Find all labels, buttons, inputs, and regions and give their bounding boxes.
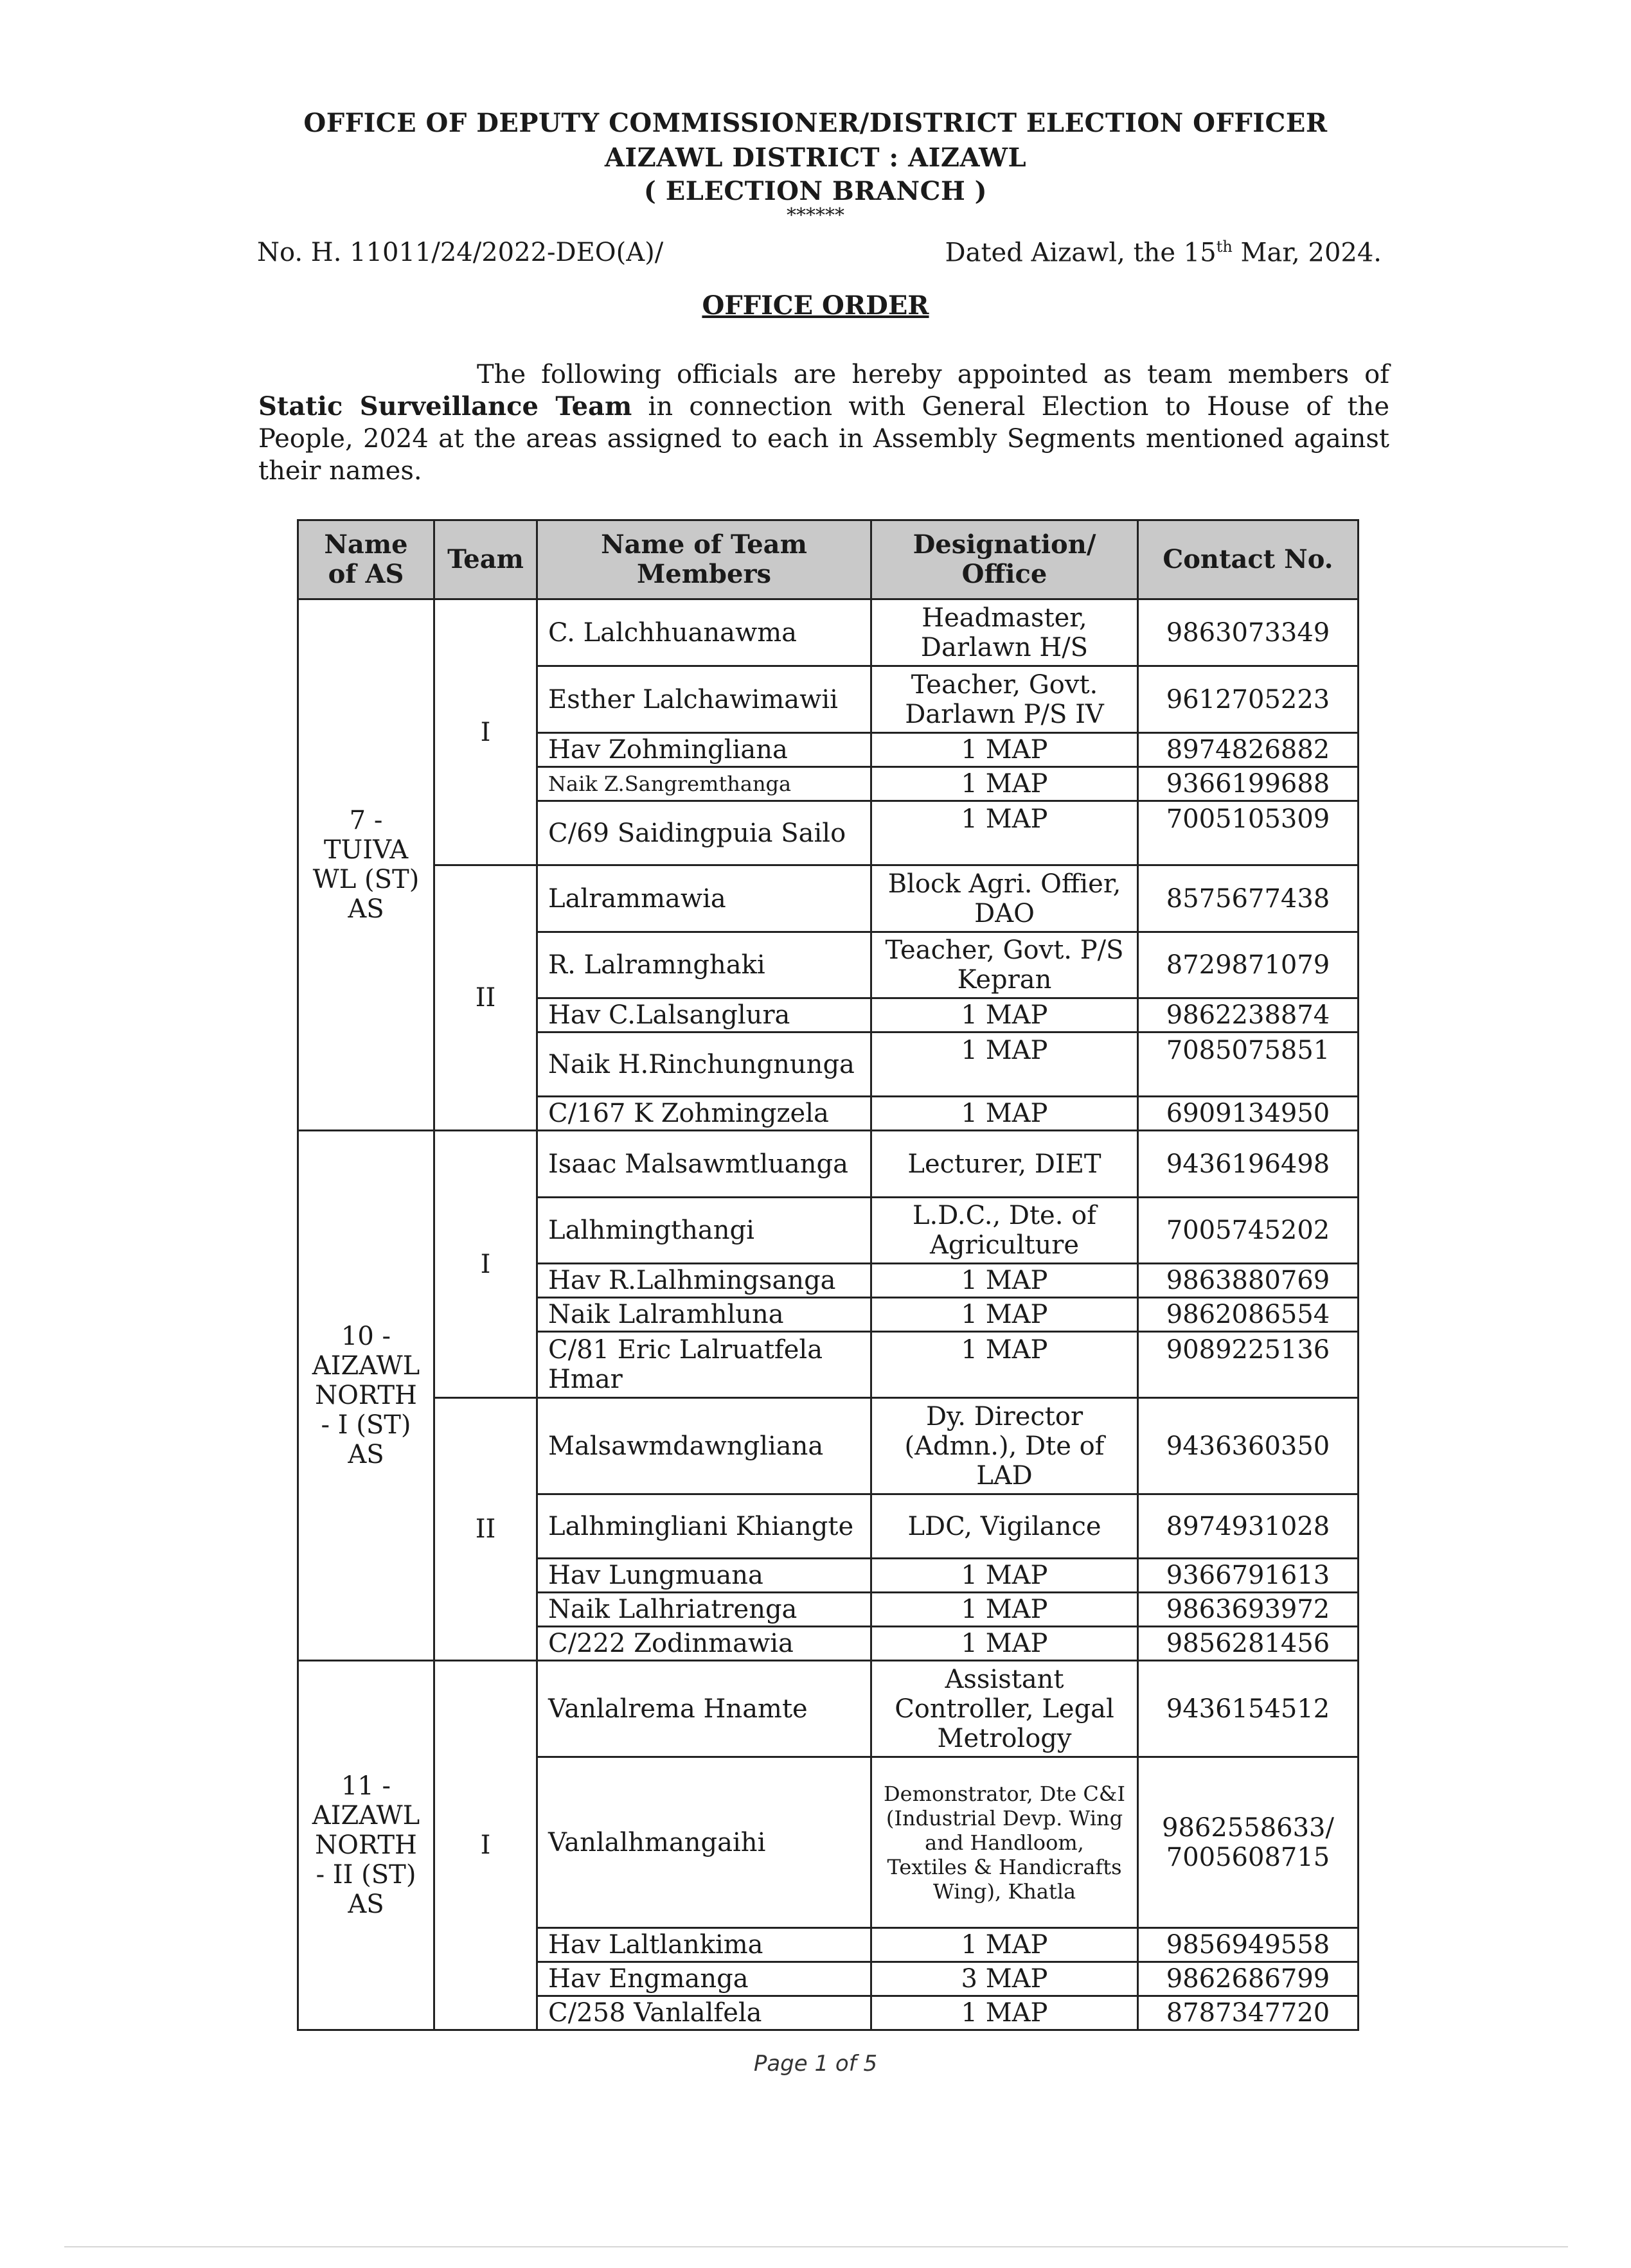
member-designation: 1 MAP <box>871 1032 1138 1097</box>
member-designation: 1 MAP <box>871 1097 1138 1131</box>
member-name: Naik Z.Sangremthanga <box>537 767 871 801</box>
member-name: Vanlalrema Hnamte <box>537 1661 871 1757</box>
document-title: OFFICE ORDER <box>702 290 929 321</box>
member-contact: 7005105309 <box>1138 801 1359 865</box>
paragraph-text-1: The following officials are hereby appointed as team members of <box>477 360 1389 389</box>
office-heading: OFFICE OF DEPUTY COMMISSIONER/DISTRICT ELECTION OFFICER <box>303 108 1328 138</box>
member-name: Hav Engmanga <box>537 1962 871 1996</box>
member-contact: 9366199688 <box>1138 767 1359 801</box>
order-paragraph <box>258 359 1389 487</box>
team-cell: I <box>434 1661 537 2030</box>
team-cell: I <box>434 1131 537 1398</box>
paragraph-text-2: in connection with General Election to House of the People, 2024 at the areas assigned to each in Assembly Segments mentioned against their names. <box>258 392 1389 486</box>
date-suffix: Mar, 2024. <box>1232 238 1382 268</box>
member-name: C/81 Eric Lalruatfela Hmar <box>537 1332 871 1398</box>
team-cell: II <box>434 865 537 1131</box>
member-contact: 8974931028 <box>1138 1494 1359 1559</box>
member-designation: Dy. Director (Admn.), Dte of LAD <box>871 1398 1138 1494</box>
member-contact: 9436154512 <box>1138 1661 1359 1757</box>
order-date <box>945 238 1382 267</box>
header-designation: Designation/ Office <box>871 520 1138 599</box>
member-designation: 3 MAP <box>871 1962 1138 1996</box>
district-heading: AIZAWL DISTRICT : AIZAWL <box>604 143 1027 173</box>
paragraph-bold: Static Surveillance Team <box>258 391 632 421</box>
member-contact: 9863693972 <box>1138 1593 1359 1627</box>
member-name: C/258 Vanlalfela <box>537 1996 871 2030</box>
member-designation: Block Agri. Offier, DAO <box>871 865 1138 932</box>
member-name: Hav Laltlankima <box>537 1928 871 1962</box>
member-designation: 1 MAP <box>871 767 1138 801</box>
member-designation: 1 MAP <box>871 1996 1138 2030</box>
page-number: Page 1 of 5 <box>753 2051 878 2077</box>
member-name: Hav C.Lalsanglura <box>537 998 871 1032</box>
branch-heading: ( ELECTION BRANCH ) <box>643 176 988 206</box>
member-designation: Assistant Controller, Legal Metrology <box>871 1661 1138 1757</box>
member-designation: 1 MAP <box>871 1593 1138 1627</box>
member-designation: L.D.C., Dte. of Agriculture <box>871 1198 1138 1264</box>
member-designation: 1 MAP <box>871 801 1138 865</box>
member-designation: Teacher, Govt. Darlawn P/S IV <box>871 666 1138 733</box>
member-name: R. Lalramnghaki <box>537 932 871 998</box>
team-table <box>297 519 1359 2031</box>
member-designation: 1 MAP <box>871 1264 1138 1298</box>
table-row <box>298 1131 1359 1198</box>
team-cell: I <box>434 599 537 865</box>
member-name: Lalhmingthangi <box>537 1198 871 1264</box>
member-contact: 9436196498 <box>1138 1131 1359 1198</box>
header-contact: Contact No. <box>1138 520 1359 599</box>
team-cell: II <box>434 1398 537 1661</box>
member-designation: Teacher, Govt. P/S Kepran <box>871 932 1138 998</box>
member-contact: 8974826882 <box>1138 733 1359 767</box>
member-designation: 1 MAP <box>871 1298 1138 1332</box>
member-designation: 1 MAP <box>871 1627 1138 1661</box>
member-designation: 1 MAP <box>871 1332 1138 1398</box>
member-name: Naik H.Rinchungnunga <box>537 1032 871 1097</box>
member-name: Naik Lalramhluna <box>537 1298 871 1332</box>
member-designation: LDC, Vigilance <box>871 1494 1138 1559</box>
member-name: C. Lalchhuanawma <box>537 599 871 666</box>
member-name: C/167 K Zohmingzela <box>537 1097 871 1131</box>
member-designation: 1 MAP <box>871 733 1138 767</box>
member-name: Hav R.Lalhmingsanga <box>537 1264 871 1298</box>
member-contact: 7085075851 <box>1138 1032 1359 1097</box>
member-name: Isaac Malsawmtluanga <box>537 1131 871 1198</box>
member-contact: 6909134950 <box>1138 1097 1359 1131</box>
member-contact: 7005745202 <box>1138 1198 1359 1264</box>
separator-stars: ****** <box>787 204 844 227</box>
member-contact: 9862686799 <box>1138 1962 1359 1996</box>
table-row <box>298 599 1359 666</box>
member-contact: 9366791613 <box>1138 1559 1359 1593</box>
member-contact: 9089225136 <box>1138 1332 1359 1398</box>
reference-line <box>257 238 1382 267</box>
table-header-row <box>298 520 1359 599</box>
member-designation: Lecturer, DIET <box>871 1131 1138 1198</box>
member-name: Lalhmingliani Khiangte <box>537 1494 871 1559</box>
member-contact: 8787347720 <box>1138 1996 1359 2030</box>
bottom-divider <box>64 2246 1568 2247</box>
header-team: Team <box>434 520 537 599</box>
member-contact: 9856949558 <box>1138 1928 1359 1962</box>
member-contact: 9862086554 <box>1138 1298 1359 1332</box>
member-name: Vanlalhmangaihi <box>537 1757 871 1928</box>
member-contact: 8729871079 <box>1138 932 1359 998</box>
as-cell: 11 - AIZAWL NORTH - II (ST) AS <box>298 1661 434 2030</box>
date-prefix: Dated Aizawl, the 15 <box>945 238 1217 268</box>
member-name: Malsawmdawngliana <box>537 1398 871 1494</box>
member-name: Naik Lalhriatrenga <box>537 1593 871 1627</box>
member-designation: Demonstrator, Dte C&I (Industrial Devp. Wing and Handloom, Textiles & Handicrafts Wing), Khatla <box>871 1757 1138 1928</box>
member-name: C/69 Saidingpuia Sailo <box>537 801 871 865</box>
member-contact: 9862558633/ 7005608715 <box>1138 1757 1359 1928</box>
member-contact: 9863073349 <box>1138 599 1359 666</box>
member-designation: 1 MAP <box>871 1928 1138 1962</box>
table-row <box>298 865 1359 932</box>
table-body <box>298 599 1359 2030</box>
member-designation: 1 MAP <box>871 1559 1138 1593</box>
member-name: Hav Zohmingliana <box>537 733 871 767</box>
member-name: Lalrammawia <box>537 865 871 932</box>
table-row <box>298 1661 1359 1757</box>
member-contact: 9863880769 <box>1138 1264 1359 1298</box>
member-contact: 9856281456 <box>1138 1627 1359 1661</box>
member-contact: 9612705223 <box>1138 666 1359 733</box>
header-members: Name of Team Members <box>537 520 871 599</box>
member-contact: 9436360350 <box>1138 1398 1359 1494</box>
date-ordinal: th <box>1216 238 1233 256</box>
table-row <box>298 1398 1359 1494</box>
member-designation: 1 MAP <box>871 998 1138 1032</box>
member-name: C/222 Zodinmawia <box>537 1627 871 1661</box>
reference-number: No. H. 11011/24/2022-DEO(A)/ <box>257 238 664 267</box>
as-cell: 10 - AIZAWL NORTH - I (ST) AS <box>298 1131 434 1661</box>
member-name: Esther Lalchawimawii <box>537 666 871 733</box>
member-designation: Headmaster, Darlawn H/S <box>871 599 1138 666</box>
member-name: Hav Lungmuana <box>537 1559 871 1593</box>
member-contact: 8575677438 <box>1138 865 1359 932</box>
header-as: Name of AS <box>298 520 434 599</box>
as-cell: 7 - TUIVA WL (ST) AS <box>298 599 434 1131</box>
member-contact: 9862238874 <box>1138 998 1359 1032</box>
